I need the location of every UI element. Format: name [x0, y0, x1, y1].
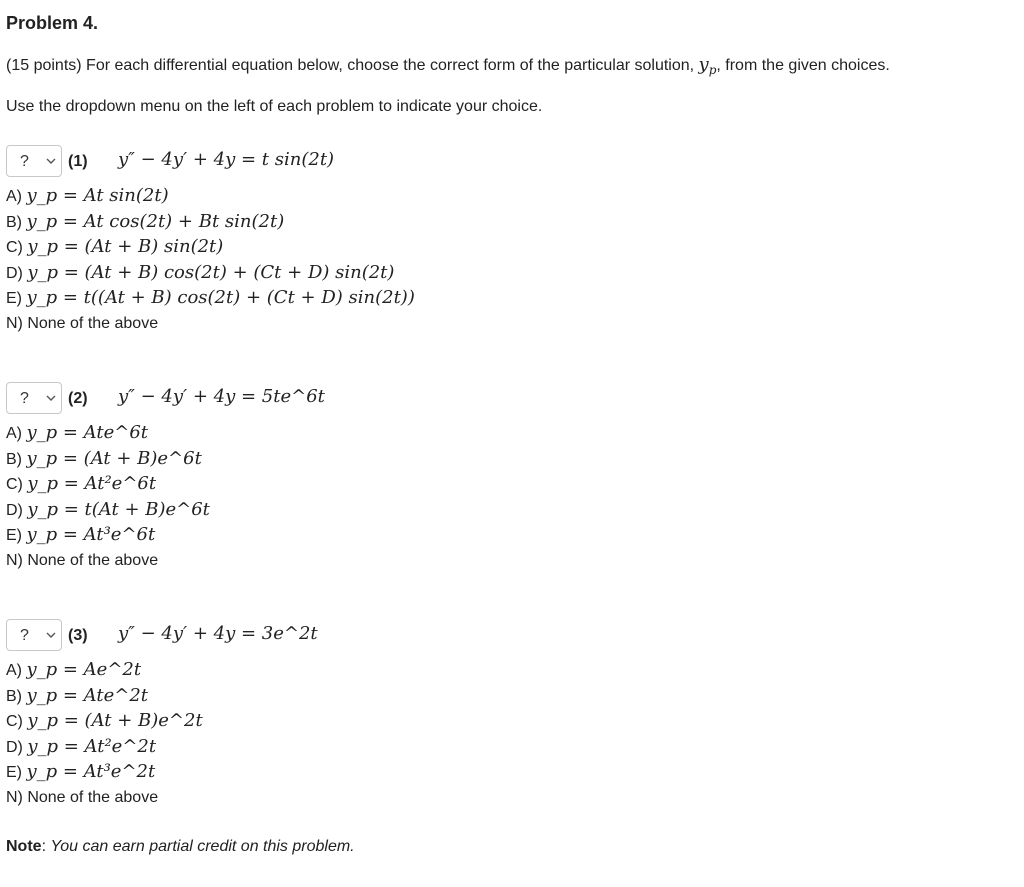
- problem-2-choices: [6, 420, 210, 573]
- problem-3-equation: y″ − 4y′ + 4y = 3e^2t: [118, 623, 318, 644]
- note-label: Note: [6, 838, 42, 855]
- choice-e: E) y_p = t((At + B) cos(2t) + (Ct + D) sin(2t)): [6, 287, 415, 308]
- chevron-down-icon: [45, 629, 57, 641]
- choice-n: N) None of the above: [6, 314, 159, 332]
- problem-title: Problem 4.: [6, 13, 99, 33]
- problem-3-answer-dropdown[interactable]: [6, 619, 62, 651]
- problem-2-answer-dropdown[interactable]: [6, 382, 62, 414]
- choice-e: E) y_p = At³e^2t: [6, 761, 156, 782]
- note-colon: :: [41, 838, 51, 855]
- problem-3-number: (3): [68, 627, 88, 644]
- problem-2-equation: y″ − 4y′ + 4y = 5te^6t: [118, 386, 325, 407]
- problem-1: [6, 145, 415, 336]
- chevron-down-icon: [45, 155, 57, 167]
- problem-1-number: (1): [68, 153, 88, 170]
- note-text: You can earn partial credit on this problem.: [50, 838, 355, 855]
- problem-1-equation: y″ − 4y′ + 4y = t sin(2t): [118, 149, 335, 170]
- choice-a: A) y_p = At sin(2t): [6, 185, 169, 206]
- choice-d: D) y_p = At²e^2t: [6, 735, 157, 757]
- dropdown-selected-value: ?: [20, 390, 29, 407]
- choice-d: D) y_p = t(At + B)e^6t: [6, 498, 210, 520]
- choice-b: B) y_p = (At + B)e^6t: [6, 447, 202, 469]
- chevron-down-icon: [45, 392, 57, 404]
- partial-credit-note: [6, 837, 355, 857]
- choice-c: C) y_p = At²e^6t: [6, 473, 157, 494]
- problem-1-choices: [6, 183, 415, 336]
- instruction-text: Use the dropdown menu on the left of each problem to indicate your choice.: [6, 98, 543, 115]
- problem-1-answer-dropdown[interactable]: [6, 145, 62, 177]
- problem-1-header: [6, 145, 415, 179]
- choice-b: B) y_p = Ate^2t: [6, 684, 149, 706]
- problem-3: [6, 619, 318, 810]
- problem-2-header: [6, 382, 325, 416]
- choice-a: A) y_p = Ate^6t: [6, 422, 149, 443]
- choice-a: A) y_p = Ae^2t: [6, 659, 142, 680]
- problem-3-choices: [6, 657, 203, 810]
- choice-n: N) None of the above: [6, 551, 159, 569]
- choice-c: C) y_p = (At + B) sin(2t): [6, 236, 224, 257]
- dropdown-selected-value: ?: [20, 627, 29, 644]
- intro-text-before: (15 points) For each differential equation below, choose the correct form of the particular solution,: [6, 57, 699, 74]
- choice-n: N) None of the above: [6, 788, 159, 806]
- problem-intro: [6, 55, 890, 76]
- choice-b: B) y_p = At cos(2t) + Bt sin(2t): [6, 210, 285, 232]
- dropdown-selected-value: ?: [20, 153, 29, 170]
- choice-c: C) y_p = (At + B)e^2t: [6, 710, 203, 731]
- problem-3-header: [6, 619, 318, 653]
- intro-text-after: , from the given choices.: [716, 57, 890, 74]
- choice-d: D) y_p = (At + B) cos(2t) + (Ct + D) sin(2t): [6, 261, 395, 283]
- intro-yp-symbol: $y_p$: [698, 54, 717, 77]
- problem-2: [6, 382, 325, 573]
- choice-e: E) y_p = At³e^6t: [6, 524, 156, 545]
- problem-2-number: (2): [68, 390, 88, 407]
